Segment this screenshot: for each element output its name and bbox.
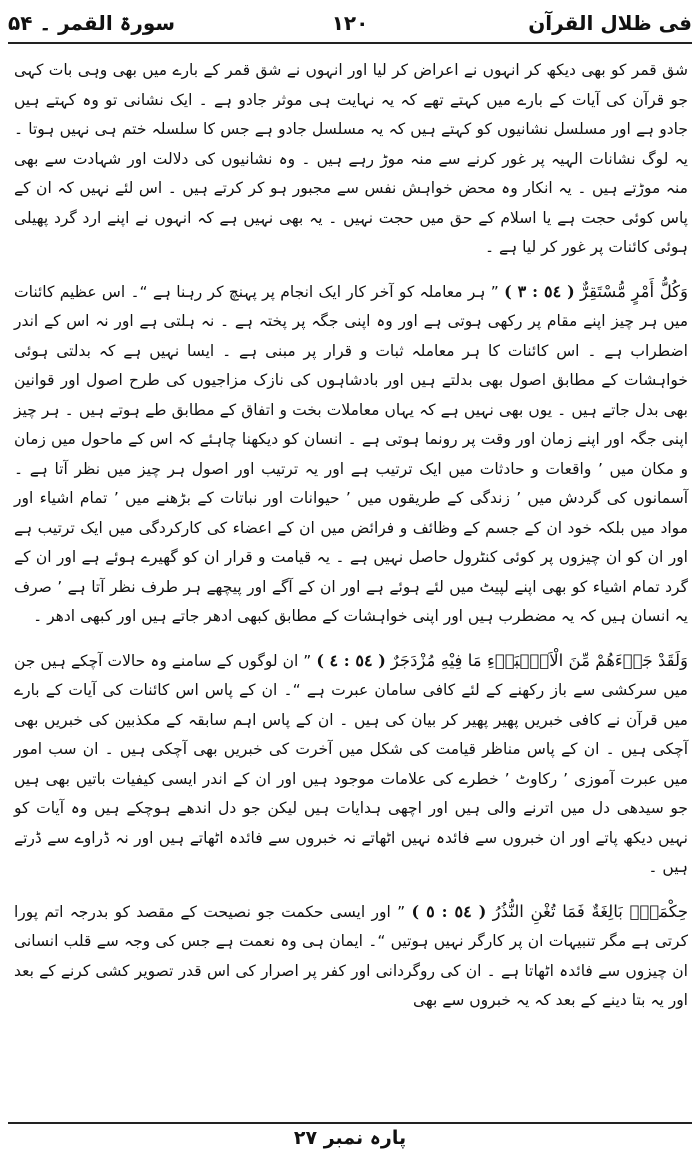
surah-name: سورۃ القمر ۔ ۵۴ <box>8 11 176 35</box>
quran-verse: وَلَقَدْ جَاۗءَهُمْ مِّنَ الْاَنْۢبَاۗءِ مَا فِيْهِ مُزْدَجَرٌ <box>390 650 689 670</box>
paragraph-text: ” اور ایسی حکمت جو نصیحت کے مقصد کو بدرجہ اتم پورا کرتی ہے مگر تنبیہات ان پر کارگر نہیں ہوتیں “۔ ایمان ہی وہ نعمت ہے جس کی وجہ سے قلب انسانی ان چیزوں سے فائدہ اٹھاتا ہے ۔ ان کی روگردانی اور کفر پر اصرار کی اس قدر تصویر کشی کرنے کے بعد اور یہ بتا دینے کے بعد کہ یہ خبروں سے بھی <box>14 902 688 1009</box>
footer-divider <box>8 1122 692 1124</box>
paragraph-1 <box>14 56 688 263</box>
page-header <box>8 4 692 44</box>
paragraph-text: شق قمر کو بھی دیکھ کر انہوں نے اعراض کر لیا اور انہوں نے شق قمر کے بارے میں بھی وہی بات کہی جو قرآن کی آیات کے بارے میں کہتے تھے کہ یہ نہایت ہی موثر جادو ہے ۔ ایک نشانی تو وہ کہتے ہیں جادو ہے اور مسلسل نشانیوں کو کہتے ہیں کہ یہ مسلسل جادو ہے جس کا سلسلہ ختم ہی نہیں ہوتا ۔ یہ لوگ نشانات الہیہ پر غور کرنے سے منہ موڑ رہے ہیں ۔ وہ نشانیوں کی دلالت اور شہادت سے بھی منہ موڑتے ہیں ۔ یہ انکار وہ محض خواہش نفس سے مجبور ہو کر کرتے ہیں ۔ اس لئے نہیں کہ ان کے پاس کوئی حجت ہے یا اسلام کے حق میں حجت نہیں ۔ یہ بھی نہیں ہے کہ انہوں نے اپنے ارد گرد پھیلی ہوئی کائنات پر غور کر لیا ہے ۔ <box>14 61 688 256</box>
paragraph-text: ” ان لوگوں کے سامنے وہ حالات آچکے ہیں جن میں سرکشی سے باز رکھنے کے لئے کافی سامان عبرت ہے “۔ ان کے پاس اس کائنات کی آیات کے بارے میں قرآن نے کافی خبریں پھیر پھیر کر بیان کی ہیں ۔ ان کے پاس اہم سابقہ کے مکذبین کی خبریں بھی آچکی ہیں ۔ ان کے پاس مناظر قیامت کی شکل میں آخرت کی خبریں بھی آچکی ہیں ۔ ان سب امور میں عبرت آموزی ’ رکاوٹ ’ خطرے کی علامات موجود ہیں اور ان کے اندر ایسی کیفیات باتیں بھی ہیں جو سیدھی دل میں اترنے والی ہیں اور اچھی ہدایات ہیں لیکن جو دل اندھے ہوچکے ہیں وہ آیات کو نہیں دیکھ پاتے اور ان خبروں سے فائدہ نہیں اٹھاتے نہ خبروں سے فائدہ اٹھاتے ہیں اور نہ ڈراوے سے ڈرتے ہیں ۔ <box>14 651 688 876</box>
paragraph-3 <box>14 646 688 883</box>
verse-reference: ( ٥٤ : ٣ ) <box>504 281 575 301</box>
book-title: فی ظلال القرآن <box>528 11 692 35</box>
para-number-footer: پارہ نمبر ٢٧ <box>293 1127 407 1149</box>
quran-verse: وَكُلُّ أَمْرٍ مُّسْتَقِرٌّ <box>579 281 689 301</box>
header-divider <box>8 42 692 44</box>
paragraph-4 <box>14 897 688 1016</box>
paragraph-2 <box>14 277 688 632</box>
verse-reference: ( ٥٤ : ٥ ) <box>411 901 487 921</box>
page-body <box>14 56 688 1016</box>
verse-reference: ( ٥٤ : ٤ ) <box>316 650 386 670</box>
paragraph-text: ” ہر معاملہ کو آخر کار ایک انجام پر پہنچ کر رہنا ہے “۔ اس عظیم کائنات میں ہر چیز اپنے مقام پر رکھی ہوتی ہے اور وہ اپنی جگہ پر پختہ ہے ۔ نہ ہلتی ہے اور نہ اس کے اندر اضطراب ہے ۔ اس کائنات کا ہر معاملہ ثبات و قرار پر مبنی ہے ۔ ایسا نہیں ہے کہ بدلتی ہوئی خواہشات کے مطابق اصول بھی بدلتے ہیں اور بادشاہوں کی نازک مزاجیوں کی طرح اصول اور قوانین بھی بدل جاتے ہیں ۔ یوں بھی نہیں ہے کہ یہاں معاملات بخت و اتفاق کے مطابق طے ہوتے ہیں ۔ ہر چیز اپنی جگہ اور اپنے زمان اور وقت پر رونما ہوتی ہے ۔ انسان کو دیکھنا چاہئے کہ اس کے ماحول میں زمان و مکان میں ’ واقعات و حادثات میں ایک ترتیب ہے اور یہ ترتیب اور اصول ہر چیز میں نظر آتا ہے ۔ آسمانوں کی گردش میں ’ زندگی کے طریقوں میں ’ حیوانات اور نباتات کے بڑھنے میں ’ تمام اشیاء اور مواد میں بلکہ خود ان کے جسم کے وظائف و فرائض میں ان کے اعضاء کی کارکردگی میں ایک ترتیب ہے اور ان کو ان چیزوں پر کوئی کنٹرول حاصل نہیں ہے ۔ یہ قیامت و قرار ان کو گھیرے ہوئے ہے اور ان کے گرد تمام اشیاء کو بھی اپنے لپیٹ میں لئے ہوئے ہے اور ان کے آگے اور پیچھے ہر طرف نظر آتا ہے ’ صرف یہ انسان ہیں کہ یہ مضطرب ہیں اور اپنی خواہشات کے مطابق کبھی ادھر جاتے ہیں اور کبھی ادھر ۔ <box>14 282 688 625</box>
quran-verse: حِكْمَةٌۢ بَالِغَةٌ فَمَا تُغْنِ النُّذُرُ <box>492 901 689 921</box>
page-number: ١٢٠ <box>331 11 369 35</box>
